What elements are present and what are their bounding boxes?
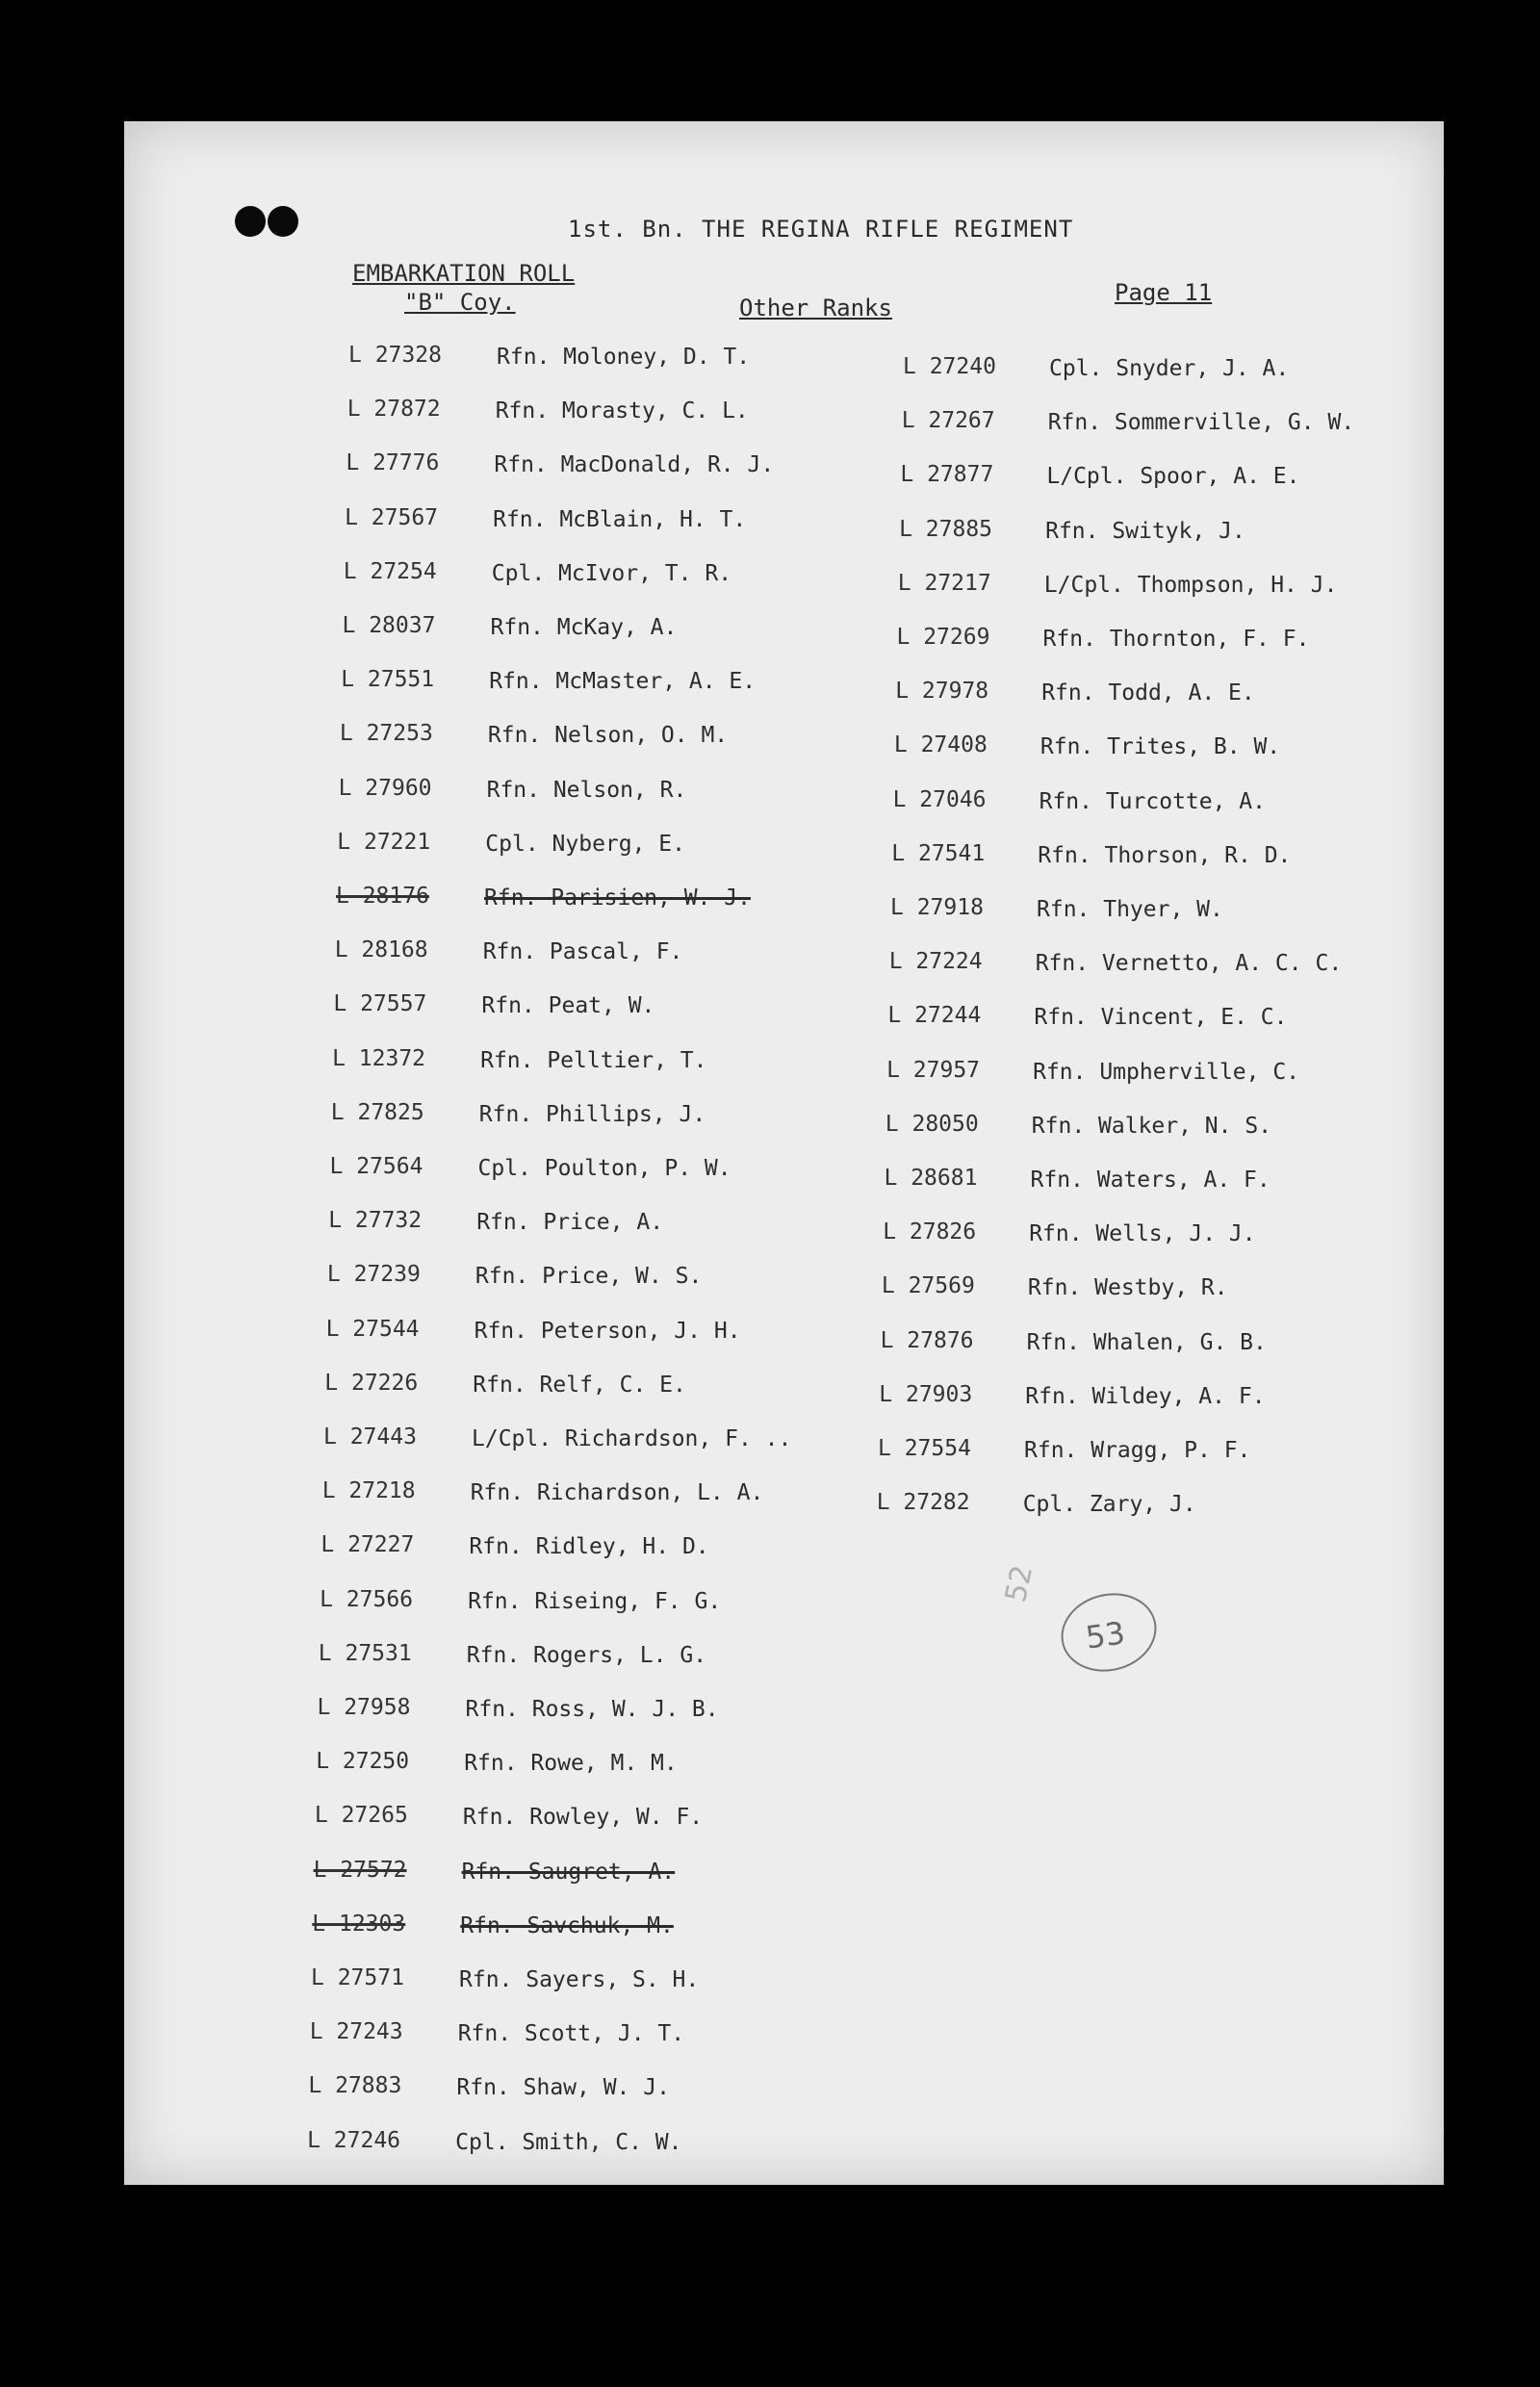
service-number: L 27246 xyxy=(307,2127,401,2153)
roll-heading: EMBARKATION ROLL xyxy=(352,260,576,287)
soldier-name: Rfn. Swityk, J. xyxy=(1045,518,1245,544)
service-number: L 27566 xyxy=(320,1586,414,1612)
soldier-name: Rfn. Price, W. S. xyxy=(475,1264,703,1290)
service-number: L 28681 xyxy=(884,1166,978,1191)
soldier-name: Rfn. Moloney, D. T. xyxy=(497,345,751,370)
soldier-name: Cpl. Nyberg, E. xyxy=(485,831,686,857)
soldier-name: Rfn. McMaster, A. E. xyxy=(489,669,757,695)
service-number: L 27978 xyxy=(895,679,989,705)
soldier-name: L/Cpl. Richardson, F. .. xyxy=(472,1426,792,1451)
service-number: L 12303 xyxy=(312,1911,406,1937)
soldier-name: Rfn. Umpherville, C. xyxy=(1033,1059,1300,1085)
soldier-name: Rfn. Parisien, W. J. xyxy=(484,886,751,911)
soldier-name: Rfn. Rogers, L. G. xyxy=(466,1642,707,1668)
service-number: L 27217 xyxy=(897,570,991,596)
soldier-name: Rfn. Trites, B. W. xyxy=(1040,734,1281,760)
service-number: L 27776 xyxy=(346,450,440,476)
soldier-name: Rfn. Riseing, F. G. xyxy=(468,1588,722,1614)
service-number: L 27254 xyxy=(343,558,437,584)
service-number: L 27883 xyxy=(308,2073,402,2099)
service-number: L 27572 xyxy=(313,1857,407,1883)
faint-pencil-mark: 52 xyxy=(999,1562,1040,1605)
soldier-name: Rfn. Morasty, C. L. xyxy=(495,398,749,424)
service-number: L 27218 xyxy=(321,1478,416,1504)
service-number: L 27243 xyxy=(309,2019,403,2045)
soldier-name: Rfn. Price, A. xyxy=(476,1210,664,1236)
service-number: L 27221 xyxy=(337,829,431,855)
soldier-name: Rfn. Waters, A. F. xyxy=(1030,1168,1270,1193)
service-number: L 27240 xyxy=(903,354,996,379)
service-number: L 27544 xyxy=(325,1316,420,1342)
punch-hole-left xyxy=(235,206,266,237)
soldier-name: Rfn. Shaw, W. J. xyxy=(456,2075,670,2101)
service-number: L 27244 xyxy=(887,1003,982,1029)
service-number: L 27571 xyxy=(311,1965,404,1990)
service-number: L 27872 xyxy=(346,397,441,423)
soldier-name: Rfn. Sommerville, G. W. xyxy=(1047,410,1355,436)
service-number: L 27569 xyxy=(881,1273,975,1299)
soldier-name: L/Cpl. Thompson, H. J. xyxy=(1043,572,1338,598)
service-number: L 27046 xyxy=(892,786,987,812)
service-number: L 27250 xyxy=(316,1749,410,1775)
soldier-name: Rfn. Thyer, W. xyxy=(1037,897,1223,922)
service-number: L 27253 xyxy=(339,721,433,747)
soldier-name: Rfn. McBlain, H. T. xyxy=(493,506,747,532)
soldier-name: Rfn. Pascal, F. xyxy=(482,939,683,965)
soldier-name: Rfn. Westby, R. xyxy=(1027,1275,1228,1301)
soldier-name: Rfn. Savchuk, M. xyxy=(460,1912,674,1938)
soldier-name: Rfn. Turcotte, A. xyxy=(1039,788,1266,814)
service-number: L 27826 xyxy=(883,1219,977,1245)
soldier-name: Rfn. Wragg, P. F. xyxy=(1024,1438,1251,1463)
service-number: L 27269 xyxy=(896,625,990,650)
soldier-name: Rfn. Walker, N. S. xyxy=(1031,1113,1272,1139)
page-number: Page 11 xyxy=(1115,279,1213,306)
soldier-name: Rfn. Nelson, R. xyxy=(486,777,687,803)
soldier-name: Rfn. Rowe, M. M. xyxy=(464,1751,678,1777)
service-number: L 27885 xyxy=(899,516,993,542)
soldier-name: Cpl. Zary, J. xyxy=(1022,1492,1196,1518)
soldier-name: Rfn. Vincent, E. C. xyxy=(1034,1005,1288,1031)
soldier-name: Rfn. Ross, W. J. B. xyxy=(465,1697,719,1722)
service-number: L 27408 xyxy=(893,732,988,758)
service-number: L 27564 xyxy=(329,1154,424,1179)
soldier-name: Rfn. Todd, A. E. xyxy=(1041,680,1255,706)
soldier-name: Rfn. Saugret, A. xyxy=(461,1859,676,1885)
service-number: L 27265 xyxy=(314,1803,408,1829)
soldier-name: Rfn. Thornton, F. F. xyxy=(1042,627,1310,652)
soldier-name: Rfn. Whalen, G. B. xyxy=(1026,1329,1267,1355)
service-number: L 27567 xyxy=(345,504,439,530)
soldier-name: Rfn. Wells, J. J. xyxy=(1029,1221,1256,1247)
soldier-name: Rfn. Scott, J. T. xyxy=(457,2021,685,2047)
service-number: L 27557 xyxy=(333,991,427,1017)
service-number: L 27732 xyxy=(328,1208,423,1234)
soldier-name: Rfn. Sayers, S. H. xyxy=(459,1967,700,1992)
service-number: L 27918 xyxy=(890,895,984,920)
service-number: L 27825 xyxy=(330,1099,424,1125)
service-number: L 27239 xyxy=(326,1262,421,1288)
service-number: L 12372 xyxy=(332,1045,426,1071)
document-title: 1st. Bn. THE REGINA RIFLE REGIMENT xyxy=(568,216,1074,243)
punch-hole-right xyxy=(268,206,298,237)
service-number: L 27551 xyxy=(341,667,435,693)
soldier-name: Rfn. Nelson, O. M. xyxy=(487,723,729,749)
service-number: L 27554 xyxy=(878,1436,971,1461)
soldier-name: Rfn. Vernetto, A. C. C. xyxy=(1035,951,1343,977)
service-number: L 27877 xyxy=(900,462,994,488)
soldier-name: L/Cpl. Spoor, A. E. xyxy=(1046,464,1300,490)
soldier-name: Rfn. Phillips, J. xyxy=(478,1101,706,1127)
soldier-name: Cpl. Snyder, J. A. xyxy=(1049,356,1290,381)
service-number: L 27282 xyxy=(876,1490,970,1516)
service-number: L 27328 xyxy=(348,343,442,368)
service-number: L 27903 xyxy=(879,1381,973,1407)
soldier-name: Cpl. Smith, C. W. xyxy=(455,2129,682,2155)
service-number: L 28037 xyxy=(342,613,436,638)
service-number: L 28168 xyxy=(334,937,428,963)
soldier-name: Rfn. Thorson, R. D. xyxy=(1038,842,1292,868)
circled-annotation-text: 53 xyxy=(1083,1614,1128,1656)
service-number: L 27531 xyxy=(318,1640,412,1666)
soldier-name: Rfn. Ridley, H. D. xyxy=(469,1534,709,1560)
service-number: L 27960 xyxy=(338,775,432,801)
service-number: L 27541 xyxy=(891,840,986,866)
soldier-name: Rfn. Richardson, L. A. xyxy=(470,1480,764,1506)
service-number: L 27876 xyxy=(880,1327,974,1353)
service-number: L 27224 xyxy=(888,949,983,975)
soldier-name: Cpl. Poulton, P. W. xyxy=(477,1156,732,1181)
service-number: L 27957 xyxy=(886,1057,981,1083)
company-heading: "B" Coy. xyxy=(404,289,516,316)
service-number: L 27267 xyxy=(901,408,995,434)
service-number: L 27226 xyxy=(324,1370,419,1396)
service-number: L 28176 xyxy=(336,884,429,909)
service-number: L 28050 xyxy=(885,1111,979,1137)
soldier-name: Rfn. MacDonald, R. J. xyxy=(494,452,775,478)
service-number: L 27958 xyxy=(317,1695,411,1720)
soldier-name: Cpl. McIvor, T. R. xyxy=(491,560,732,586)
soldier-name: Rfn. Wildey, A. F. xyxy=(1025,1383,1266,1409)
service-number: L 27443 xyxy=(323,1424,417,1450)
soldier-name: Rfn. Peat, W. xyxy=(481,993,655,1019)
soldier-name: Rfn. McKay, A. xyxy=(490,615,678,640)
soldier-name: Rfn. Pelltier, T. xyxy=(480,1047,707,1073)
section-heading: Other Ranks xyxy=(739,295,892,321)
soldier-name: Rfn. Rowley, W. F. xyxy=(462,1805,704,1831)
soldier-name: Rfn. Relf, C. E. xyxy=(473,1372,686,1398)
soldier-name: Rfn. Peterson, J. H. xyxy=(474,1318,741,1344)
service-number: L 27227 xyxy=(321,1532,415,1558)
